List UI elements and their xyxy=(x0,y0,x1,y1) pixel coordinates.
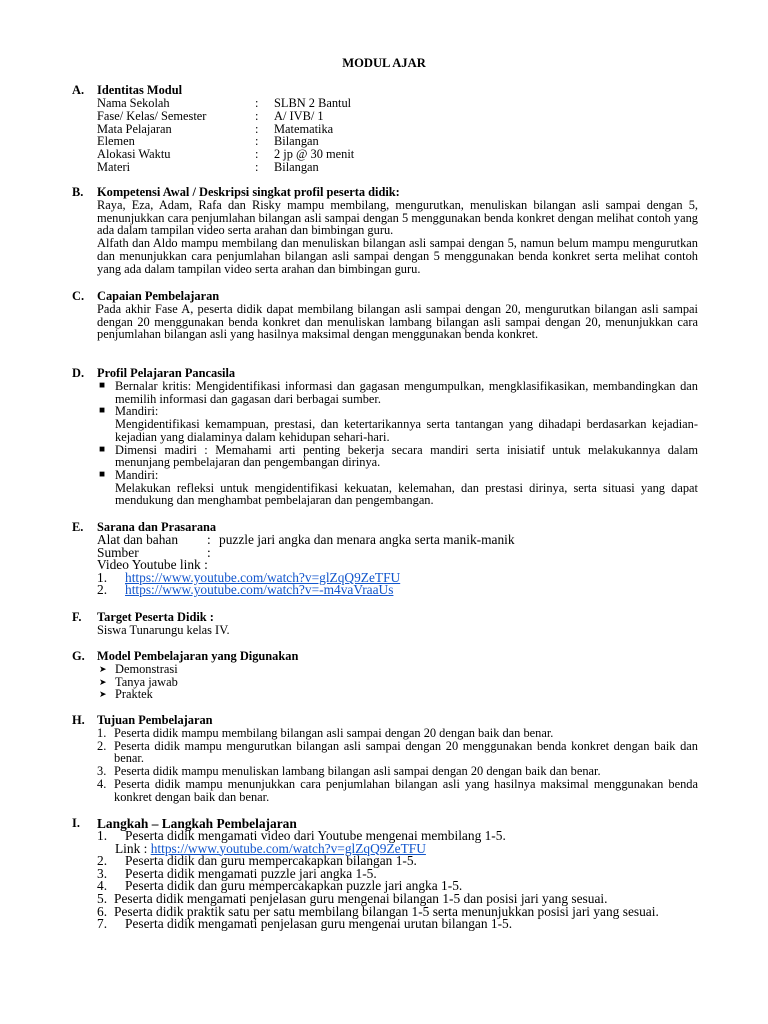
youtube-link[interactable]: https://www.youtube.com/watch?v=glZqQ9ZeTFU xyxy=(125,569,401,585)
item-number: 1. xyxy=(97,569,108,585)
section-identitas-modul xyxy=(72,83,698,174)
section-letter: E. xyxy=(72,520,84,534)
identity-table xyxy=(97,97,698,174)
item-number: 6. xyxy=(97,903,108,919)
item-number: 3. xyxy=(97,764,107,779)
section-heading xyxy=(72,83,698,97)
section-title: Langkah – Langkah Pembelajaran xyxy=(97,816,297,831)
section-heading xyxy=(72,366,698,380)
row-label: Materi xyxy=(97,159,131,174)
identity-row xyxy=(97,97,698,110)
row-colon: : xyxy=(255,147,259,162)
section-letter: C. xyxy=(72,289,85,303)
row-value: Matematika xyxy=(274,121,334,136)
row-label: Elemen xyxy=(97,134,135,149)
row-value: SLBN 2 Bantul xyxy=(274,96,352,110)
list-item xyxy=(97,830,698,855)
square-bullet-icon: ■ xyxy=(99,405,106,417)
link-label: Link : xyxy=(115,840,151,856)
sarana-row xyxy=(97,534,698,547)
section-model-pembelajaran xyxy=(72,649,698,701)
item-number: 4. xyxy=(97,878,108,894)
section-target-peserta xyxy=(72,610,698,637)
langkah-list xyxy=(97,830,698,931)
item-text: Peserta didik dan guru mempercakapkan puzzle jari angka 1-5. xyxy=(125,878,463,894)
list-item xyxy=(97,688,698,701)
document-title: MODUL AJAR xyxy=(342,56,426,70)
row-colon: : xyxy=(255,96,259,110)
list-item xyxy=(97,380,698,405)
row-label: Mata Pelajaran xyxy=(97,121,172,136)
row-value: puzzle jari angka dan menara angka serta manik-manik xyxy=(219,532,515,547)
square-bullet-icon: ■ xyxy=(99,468,106,480)
youtube-link[interactable]: https://www.youtube.com/watch?v=-m4vaVraaUs xyxy=(125,582,394,598)
section-capaian-pembelajaran xyxy=(72,289,698,341)
item-number: 5. xyxy=(97,890,108,906)
item-number: 1. xyxy=(97,828,108,843)
row-label: Alat dan bahan xyxy=(97,532,179,547)
section-sarana-prasarana xyxy=(72,520,698,597)
tujuan-list xyxy=(97,727,698,803)
section-heading xyxy=(72,289,698,303)
section-title: Identitas Modul xyxy=(97,83,183,97)
paragraph: Siswa Tunarungu kelas IV. xyxy=(97,623,230,637)
section-heading xyxy=(72,713,698,727)
section-title: Capaian Pembelajaran xyxy=(97,289,220,303)
item-number: 3. xyxy=(97,865,108,881)
row-value: Bilangan xyxy=(274,159,319,174)
row-value: 2 jp @ 30 menit xyxy=(274,147,355,162)
section-letter: I. xyxy=(72,816,80,830)
arrow-bullet-icon: ➤ xyxy=(99,664,107,674)
sarana-row xyxy=(97,544,698,560)
section-letter: G. xyxy=(72,649,85,663)
bullet-list xyxy=(97,380,698,507)
section-heading xyxy=(72,610,698,624)
sarana-body xyxy=(97,534,698,597)
row-label: Fase/ Kelas/ Semester xyxy=(97,108,207,123)
identity-row xyxy=(97,161,698,174)
item-text: Demonstrasi xyxy=(115,662,178,676)
identity-row xyxy=(97,110,698,123)
identity-row xyxy=(97,135,698,148)
identity-row xyxy=(97,148,698,161)
item-text: Tanya jawab xyxy=(115,674,178,689)
item-text: Peserta didik mengamati video dari Youtube mengenai membilang 1-5. xyxy=(125,828,506,843)
item-number: 1. xyxy=(97,726,107,740)
list-item xyxy=(97,444,698,469)
square-bullet-icon: ■ xyxy=(99,380,106,391)
section-title: Sarana dan Prasarana xyxy=(97,520,217,534)
youtube-link[interactable]: https://www.youtube.com/watch?v=glZqQ9ZeTFU xyxy=(150,840,426,856)
list-item xyxy=(97,469,698,507)
square-bullet-icon: ■ xyxy=(99,443,106,455)
list-item xyxy=(97,778,698,803)
row-colon: : xyxy=(255,121,259,136)
section-letter: H. xyxy=(72,713,85,727)
item-number: 2. xyxy=(97,853,108,869)
item-number: 2. xyxy=(97,738,107,753)
row-colon: : xyxy=(255,108,259,123)
section-tujuan-pembelajaran xyxy=(72,713,698,803)
section-letter: F. xyxy=(72,610,82,624)
item-subtext: Mengidentifikasi kemampuan, prestasi, dan ketertarikannya serta tantangan yang dihadapi berdasarkan kejadian-kejadian yang dialaminya dalam kehidupan sehari-hari. xyxy=(115,417,698,444)
section-profil-pancasila xyxy=(72,366,698,507)
row-colon: : xyxy=(255,159,259,174)
section-kompetensi-awal xyxy=(72,185,698,275)
item-text: Peserta didik mengamati penjelasan guru mengenai bilangan 1-5 dan posisi jari yang sesuai. xyxy=(114,890,608,906)
item-text: Peserta didik mengamati puzzle jari angka 1-5. xyxy=(125,865,377,881)
paragraph: Pada akhir Fase A, peserta didik dapat membilang bilangan asli sampai dengan 20, mengurutkan bilangan asli sampai dengan 20 menggunakan benda konkret dan menuliskan lambang bilangan asli sampai dengan 20, menunjukkan cara penjumlahan bilangan asli yang hasilnya maksimal dengan menggunakan benda konkret. xyxy=(97,302,698,342)
section-title: Kompetensi Awal / Deskripsi singkat profil peserta didik: xyxy=(97,185,400,199)
item-text: Dimensi madiri : Memahami arti penting bekerja secara mandiri serta inisiatif untuk melakukannya dalam menunjang pembelajaran dan pengembangan dirinya. xyxy=(115,442,698,470)
row-colon: : xyxy=(207,532,211,547)
item-text: Peserta didik mampu mengurutkan bilangan asli sampai dengan 20 menggunakan benda konkret dengan baik dan benar. xyxy=(114,738,698,766)
section-letter: D. xyxy=(72,366,85,380)
identity-row xyxy=(97,123,698,136)
item-text: Peserta didik mengamati penjelasan guru mengenai urutan bilangan 1-5. xyxy=(125,916,513,932)
item-text: Peserta didik mampu membilang bilangan asli sampai dengan 20 dengan baik dan benar. xyxy=(114,726,554,740)
section-title: Target Peserta Didik : xyxy=(97,610,214,624)
row-label: Sumber xyxy=(97,544,139,560)
section-heading xyxy=(72,185,698,199)
paragraph: Raya, Eza, Adam, Rafa dan Risky mampu membilang, mengurutkan, menuliskan bilangan asli sampai dengan 5, menunjukkan cara penjumlahan bilangan asli sampai dengan 5 menggunakan benda konkret dengan melihat contoh yang ada dalam tampilan video serta arahan dan bimbingan guru. xyxy=(97,198,698,238)
section-langkah-pembelajaran xyxy=(72,816,698,931)
list-item xyxy=(97,676,698,689)
item-subtext: Melakukan refleksi untuk mengidentifikasi kekuatan, kelemahan, dan prestasi dirinya, serta situasi yang dapat mendukung dan menghambat pembelajaran dan pengembangan. xyxy=(115,480,698,508)
item-text: Peserta didik dan guru mempercakapkan bilangan 1-5. xyxy=(125,853,417,869)
item-text: Peserta didik praktik satu per satu membilang bilangan 1-5 serta menunjukkan posisi jari yang sesuai. xyxy=(114,903,659,919)
video-label: Video Youtube link : xyxy=(97,557,208,573)
section-heading xyxy=(72,649,698,663)
item-text: Peserta didik mampu menunjukkan cara penjumlahan bilangan asli yang hasilnya maksimal menggunakan benda konkret dengan baik dan benar. xyxy=(114,776,698,804)
row-value: Bilangan xyxy=(274,134,319,149)
list-item xyxy=(97,918,698,931)
item-text: Bernalar kritis: Mengidentifikasi informasi dan gagasan mengumpulkan, mengklasifikasikan, membandingkan dan memilih informasi dan gagasan dari berbagai sumber. xyxy=(115,379,698,406)
arrow-bullet-icon: ➤ xyxy=(99,689,107,700)
row-value: A/ IVB/ 1 xyxy=(274,108,324,123)
row-label: Alokasi Waktu xyxy=(97,147,171,162)
list-item xyxy=(97,740,698,765)
link-item xyxy=(97,584,698,597)
item-text: Mandiri: xyxy=(115,467,159,482)
section-title: Profil Pelajaran Pancasila xyxy=(97,366,236,380)
list-item xyxy=(97,405,698,443)
arrow-bullet-icon: ➤ xyxy=(99,676,107,687)
item-number: 7. xyxy=(97,916,108,932)
section-title: Tujuan Pembelajaran xyxy=(97,713,213,727)
item-number: 4. xyxy=(97,776,107,791)
item-number: 2. xyxy=(97,582,108,598)
section-title: Model Pembelajaran yang Digunakan xyxy=(97,649,299,663)
item-text: Mandiri: xyxy=(115,404,159,419)
model-list xyxy=(97,663,698,701)
row-colon: : xyxy=(207,544,211,560)
item-text: Peserta didik mampu menuliskan lambang bilangan asli sampai dengan 20 dengan baik dan benar. xyxy=(114,764,601,779)
section-letter: A. xyxy=(72,83,85,97)
paragraph: Alfath dan Aldo mampu membilang dan menuliskan bilangan asli sampai dengan 5, namun belum mampu mengurutkan dan menunjukkan cara penjumlahan bilangan asli sampai dengan 5 menggunakan benda konkret serta melihat contoh yang ada dalam tampilan video serta arahan dan bimbingan guru. xyxy=(97,236,698,276)
item-text: Praktek xyxy=(115,687,153,702)
row-label: Nama Sekolah xyxy=(97,96,170,110)
list-item xyxy=(97,663,698,676)
row-colon: : xyxy=(255,134,259,149)
section-letter: B. xyxy=(72,185,84,199)
